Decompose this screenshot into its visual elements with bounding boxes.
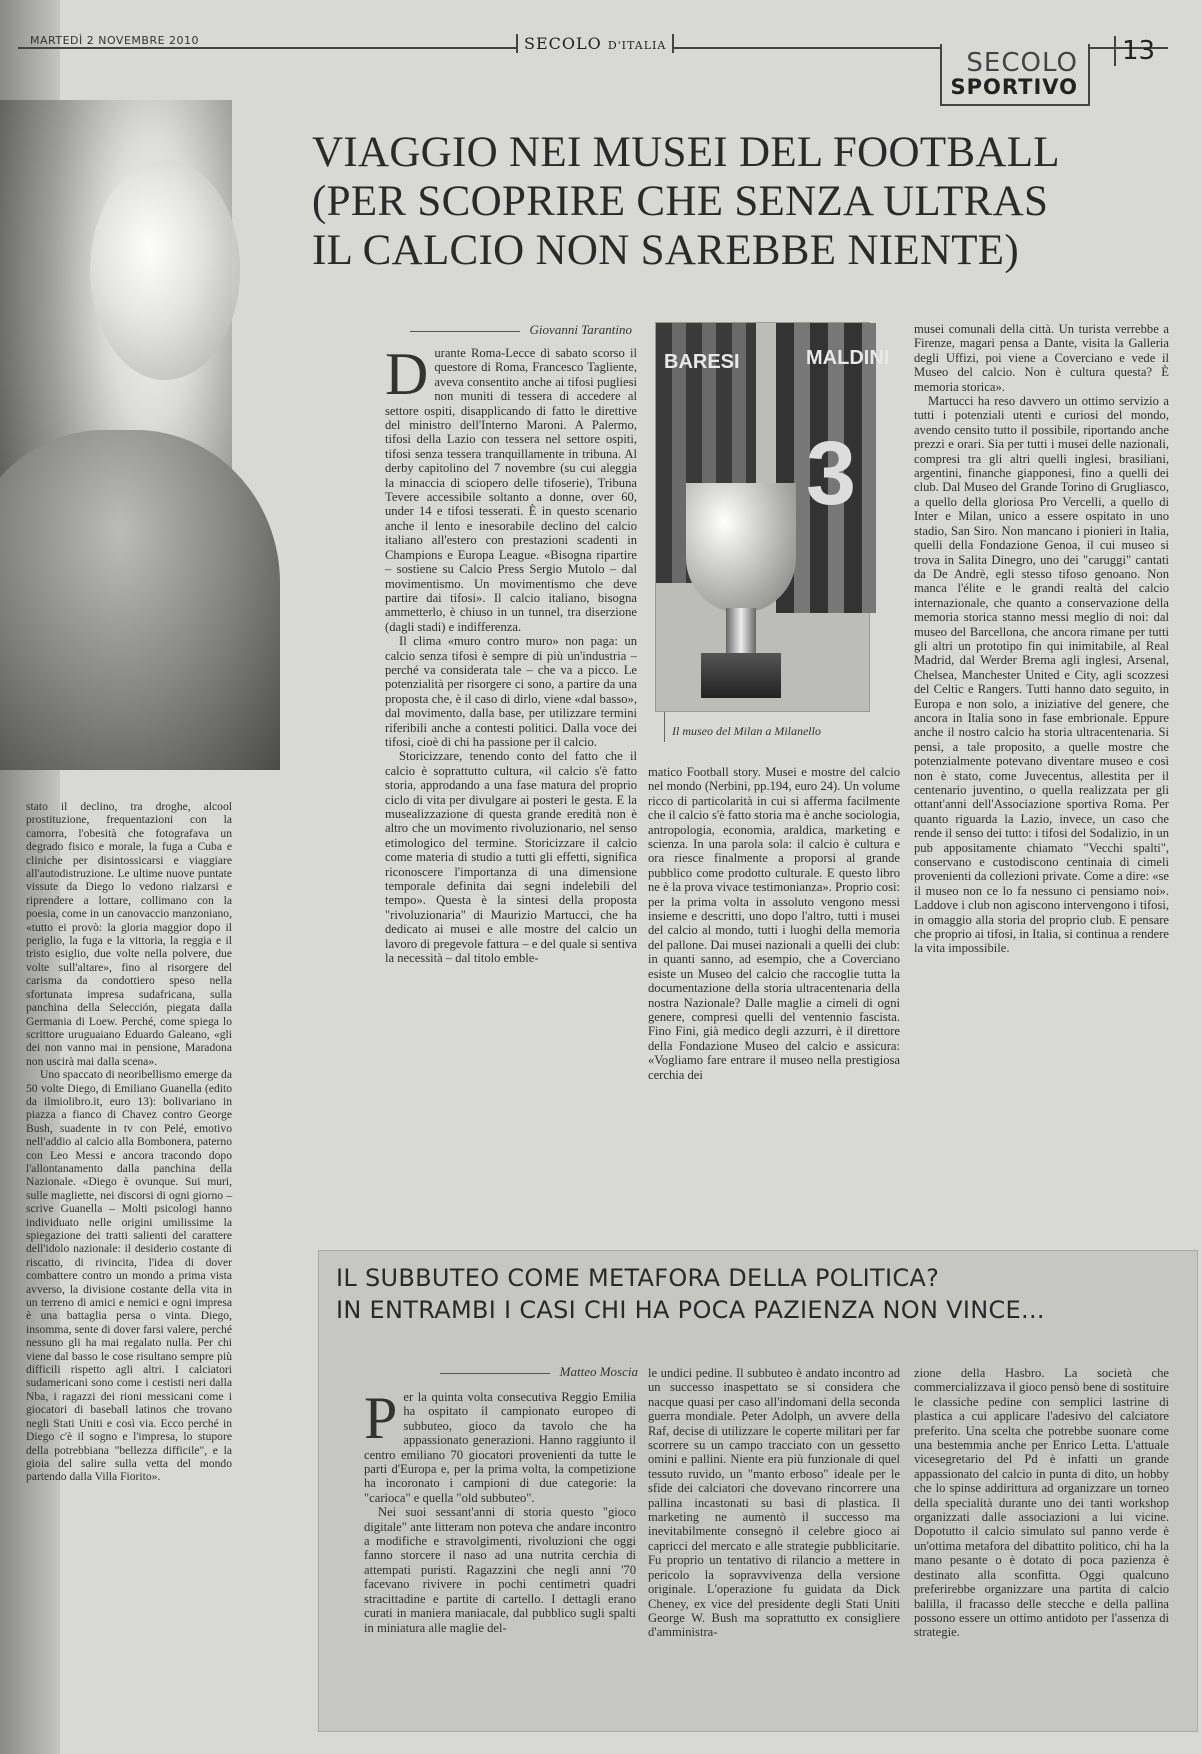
main-headline (312, 128, 1172, 275)
photo-face-shape (90, 160, 240, 380)
trophy-base-shape (701, 653, 781, 698)
page-number: 13 (1114, 36, 1155, 66)
box-article-col3 (914, 1366, 1169, 1722)
headline-line: VIAGGIO NEI MUSEI DEL FOOTBALL (312, 129, 1060, 176)
paragraph: Nei suoi sessant'anni di storia questo "gioco digitale" ante litteram non poteva che andare incontro a modifiche e stravolgimenti, rivoluzioni che oggi fanno storcere il naso ad una nutrita cerchia di attempati puristi. Ragazzini che negli anni '70 facevano rivivere in pochi centimetri quadri stracittadine e partite di cartello. I dettagli erano curati in maniera maniacale, dal pubblico sugli spalti in miniatura alle maglie del- (364, 1505, 636, 1635)
dropcap: D (385, 341, 429, 407)
headline-line: (PER SCOPRIRE CHE SENZA ULTRAS (312, 178, 1049, 225)
section-line1: SECOLO (966, 48, 1078, 78)
box-byline (368, 1364, 638, 1380)
issue-date: MARTEDÌ 2 NOVEMBRE 2010 (30, 34, 200, 47)
main-byline-name: Giovanni Tarantino (529, 322, 632, 337)
masthead (516, 34, 674, 53)
paragraph: le undici pedine. Il subbuteo è andato incontro ad un successo inaspettato se si considera che nacque quasi per caso all'indomani della seconda guerra mondiale. Peter Adolph, un avvere della Raf, decise di utilizzare le coperte militari per far scorrere su un campo tracciato con un gessetto omini e pallini. Niente era più funzionale di quel tessuto ruvido, un "manto erboso" ideale per le sfide dei calciatori che dovevano rincorrere una pallina incastonati su basi di plastica. Il marketing ne aumentò il successo ma inevitabilmente consegnò il celebre gioco ai capricci del mercato e alle strategie pubblicitarie. Fu proprio un tentativo di rilancio a mettere in pericolo la sopravvivenza della versione originale. L'operazione fu guidata da Dick Cheney, ex vice del presidente degli Stati Uniti George W. Bush ma soprattutto ex consigliere d'amministra- (648, 1366, 900, 1640)
masthead-small: D'ITALIA (607, 39, 667, 52)
box-headline (336, 1262, 1176, 1326)
section-line2: SPORTIVO (950, 75, 1078, 99)
headline-line: IL CALCIO NON SAREBBE NIENTE) (312, 227, 1019, 274)
paragraph: Il clima «muro contro muro» non paga: un calcio senza tifosi è sempre di più un'industria – perché va considerata tale – che va a picco. Le potenzialità per risorgere ci sono, a partire da una proposta che, è il caso di dirlo, viene «dal basso», dal movimento, dalla base, per utilizzare termini riferibili anche a contesti politici. Dalla voce dei tifosi, cioè di chi ha passione per il calcio. (385, 634, 637, 749)
box-article-col1 (364, 1385, 636, 1720)
milan-museum-photo (655, 322, 890, 712)
paragraph: zione della Hasbro. La società che commercializzava il gioco pensò bene di sostituire le classiche pedine con semplici lastrine di plastica a cui applicare l'adesivo del calciatore preferito. Una scelta che potrebbe suonare come una bestemmia anche per Enrico Letta. L'attuale vicesegretario del Pd è infatti un grande appassionato del calcio in punta di dito, un hobby che lo spinse addirittura ad organizzare un torneo della specialità durante uno dei tanti workshop organizzati dalle associazioni a lui vicine. Dopotutto il calcio simulato sul panno verde è un'ottima metafora del dibattito politico, chi ha la mano pesante o è dotato di poca pazienza è destinato alla sconfitta. Oggi qualcuno preferirebbe organizzare una partita di calcio balilla, il fracasso delle stecche e della pallina possono essere un ottimo antidoto per l'assenza di strategie. (914, 1366, 1169, 1640)
main-article-col3 (914, 322, 1169, 1206)
main-byline (392, 322, 632, 338)
jersey-number: 3 (806, 424, 857, 524)
section-label (940, 44, 1090, 106)
paragraph: stato il declino, tra droghe, alcool prostituzione, frequentazioni con la camorra, l'obesità che fotografava un degrado fisico e morale, la fuga a Cuba e cliniche per disintossicarsi e viaggiare all'autodistruzione. Le ultime nuove puntate vissute da Diego lo vedono rialzarsi e riprendere a lottare, collimano con la poesia, come in un canovaccio manzoniano, «tutto ei provò: la gloria maggior dopo il periglio, la fuga e la vittoria, la reggia e il tristo esiglio, due volte nella polvere, due volte sull'altare», fino al risorgere del carisma da condottiero speso nella sfortunata impresa sudafricana, sulla panchina della Selección, piegata dalla Germania di Loew. Perché, come spiega lo scrittore uruguaiano Eduardo Galeano, «gli dei non vanno mai in pensione, Maradona non uscirà mai dalla scena». (26, 800, 232, 1068)
left-article-col (26, 800, 232, 1740)
dropcap: P (364, 1385, 398, 1451)
photo-caption: Il museo del Milan a Milanello (672, 724, 821, 738)
paragraph: matico Football story. Musei e mostre del calcio nel mondo (Nerbini, pp.194, euro 24). Un volume ricco di particolarità in cui si afferma facilmente che il calcio s'è fatto storia ma è anche sociologia, antropologia, economia, araldica, marketing e scienza. In una parola sola: il calcio è cultura e ora riesce finalmente a proporsi al grande pubblico come prodotto culturale. E questo libro ne è la prova vivace testimonianza». Proprio così: per la prima volta in assoluto vengono messi insieme e descritti, uno dopo l'altro, tutti i musei del calcio al mondo, tutti i luoghi della memoria del pallone. Dai musei nazionali a quelli dei club: in quanti sanno, ad esempio, che a Coverciano esiste un Museo del calcio che raccoglie tutta la documentazione della storia ultracentenaria della nostra Nazionale? Dalle maglie a cimeli di ogni genere, compresi quelli del ventennio fascista. Fino Fini, già medico degli azzurri, è il direttore della Fondazione Museo del calcio e assicura: «Vogliamo fare entrare il museo nella prestigiosa cerchia dei (648, 765, 900, 1082)
jersey-label: BARESI (664, 351, 740, 373)
maradona-photo (0, 100, 232, 740)
masthead-name: SECOLO (524, 34, 602, 53)
box-headline-line: IL SUBBUTEO COME METAFORA DELLA POLITICA? (336, 1264, 940, 1292)
paragraph: Uno spaccato di neoribellismo emerge da 50 volte Diego, di Emiliano Guanella (edito da ilmiolibro.it, euro 13): bolivariano in piazza a fianco di Chavez contro George Bush, suadente in tv con Pelé, emotivo nell'addio al calcio alla Bombonera, paterno con Leo Messi e ancora tracondo dopo l'allontanamento dalla panchina della Nazionale. «Diego è ovunque. Sui muri, sulle magliette, nei discorsi di ogni giorno – scrive Guanella – Molti psicologi hanno individuato nelle origini umilissime la spiegazione dei tratti salienti del carattere dell'idolo nazionale: il desiderio costante di riscatto, di rivincita, l'idea di dover combattere contro un mondo a prima vista avverso, la divisione costante della vita in un terreno di amici e nemici e ogni impresa è una battaglia persa o vinta. Diego, insomma, sente di dover farsi valere, perché nessuno gli ha mai regalato nulla. Per chi viene dal basso le cose risultano sempre più difficili rispetto agli altri. I calciatori sudamericani sono come i cestisti neri dalla Nba, i ragazzi dei rioni messicani come i giocatori di baseball latinos che trovano negli Stati Uniti e così via. Ecco perché in Diego c'è il sogno e l'impresa, lo stupore della potrebbiana "bellezza difficile", e la gioia del salire sulla vetta del mondo partendo dalla Villa Fiorito». (26, 1068, 232, 1484)
box-byline-name: Matteo Moscia (559, 1364, 638, 1379)
jersey-label: MALDINI (806, 347, 890, 369)
paragraph: Martucci ha reso davvero un ottimo servizio a tutti i potenziali utenti e curiosi del mondo, avendo censito tutto il possibile, riportando anche prezzi e orari. Sia per tutti i musei delle nazionali, compresi tra gli altri quelli inglesi, brasiliani, argentini, finanche giapponesi, fino a quelli dei club. Dal Museo del Grande Torino di Grugliasco, a quello della gloriosa Pro Vercelli, a quello di Inter e Milan, unico a essere ospitato in uno stadio, San Siro. Non mancano i pionieri in Italia, quelli della Fondazione Genoa, il cui museo si trova in Salita Dinegro, uno dei "caruggi" cantati da De Andrè, egli stesso tifoso genoano. Non manca l'élite e le grandi realtà del calcio internazionale, che quanto a conservazione della memoria storica stanno messi meglio di noi: dal museo del Barcellona, che ancora rimane per tutti gli altri un prototipo fin qui inimitabile, al Real Madrid, dal Werder Brema agli inglesi, Arsenal, Chelsea, Manchester United e City, agli scozzesi del Celtic e Rangers. Tutti hanno dato seguito, in Europa e non solo, a iniziative del genere, che ancora in Italia sono in fase embrionale. Eppure anche il nostro calcio ha storia ultracentenaria. Si pensi, a tale proposito, a quelle mostre che potenzialmente potevano diventare museo e così non è stato, come Juvecentus, allestita per il centenario juventino, o quella realizzata per gli ottant'anni dell'Associazione sportiva Roma. Per quanto riguarda la Lazio, invece, un caso che rende il senso dei tutto: i tifosi del Sodalizio, in un pub appositamente chiamato "Vecchi spalti", conservano e custodiscono centinaia di cimeli provenienti da collezioni private. Come a dire: «se il museo non ce lo fa nessuno ci pensiamo noi». Laddove i club non agiscono intervengono i tifosi, in omaggio alla storia del proprio club. E pensare che proprio ai tifosi, in Italia, si continua a rendere la vita impossibile. (914, 394, 1169, 956)
main-article-col2 (648, 765, 900, 1205)
trophy-cup-shape (686, 483, 796, 613)
trophy-stem-shape (726, 608, 756, 658)
paragraph: urante Roma-Lecce di sabato scorso il questore di Roma, Francesco Tagliente, aveva consentito anche ai tifosi pugliesi non muniti di tessera di accedere al settore ospiti, disapplicando di fatto le direttive del ministro dell'Interno Maroni. A Palermo, tifosi della Lazio con tessera nel settore ospiti, tifosi senza tessera tranquillamente in tribuna. Al derby capitolino del 7 novembre (su cui aleggia la minaccia di sciopero delle tifoserie), Tribuna Tevere accessibile soltanto a donne, over 60, under 14 e tifosi tesserati. È in questo scenario anche il lento e inesorabile declino del calcio italiano all'estero con prestazioni scadenti in Champions e Europa League. «Bisogna ripartire – sostiene su Calcio Press Sergio Mutolo – dal movimentismo. Un movimentismo che deve partire dai tifosi». Il calcio italiano, bisogna ammetterlo, è chiuso in un tunnel, tra diserzione (dagli stadi) e indifferenza. (385, 346, 637, 634)
caption-rule (664, 712, 665, 742)
main-article-col1 (385, 341, 637, 1206)
box-headline-line: IN ENTRAMBI I CASI CHI HA POCA PAZIENZA NON VINCE... (336, 1296, 1045, 1324)
box-article-col2 (648, 1366, 900, 1722)
paragraph: er la quinta volta consecutiva Reggio Emilia ha ospitato il campionato europeo di subbuteo, gioco da tavolo che ha appassionato generazioni. Hanno raggiunto il centro emiliano 70 giocatori provenienti da tutte le parti d'Europa e, per la prima volta, la competizione ha incoronato i campioni di due categorie: la "carioca" e quella "old subbuteo". (364, 1390, 636, 1505)
photo-shoulder-shape (0, 430, 280, 770)
paragraph: Storicizzare, tenendo conto del fatto che il calcio è soprattutto cultura, «il calcio s'è fatto storia, approdando a una fase matura del proprio ciclo di vita per divulgare ai posteri le gesta. E la musealizzazione di questa grande eredità non è altro che un movimento rivoluzionario, nel senso etimologico del termine. Storicizzare il calcio come materia di studio a tutti gli effetti, significa riconoscere l'importanza di una dimensione temporale definita dai segni indelebili del tempo». Questa è la sintesi della proposta "rivoluzionaria" di Maurizio Martucci, che ha dedicato ai musei e alle mostre del calcio un lavoro di pregevole fattura – e del quale si sentiva la necessità – dal titolo emble- (385, 749, 637, 966)
paragraph: musei comunali della città. Un turista verrebbe a Firenze, magari pensa a Dante, visita la Galleria degli Uffizi, poi viene a Coverciano e vede il Museo del calcio. Non è cultura questa? È memoria storica». (914, 322, 1169, 394)
